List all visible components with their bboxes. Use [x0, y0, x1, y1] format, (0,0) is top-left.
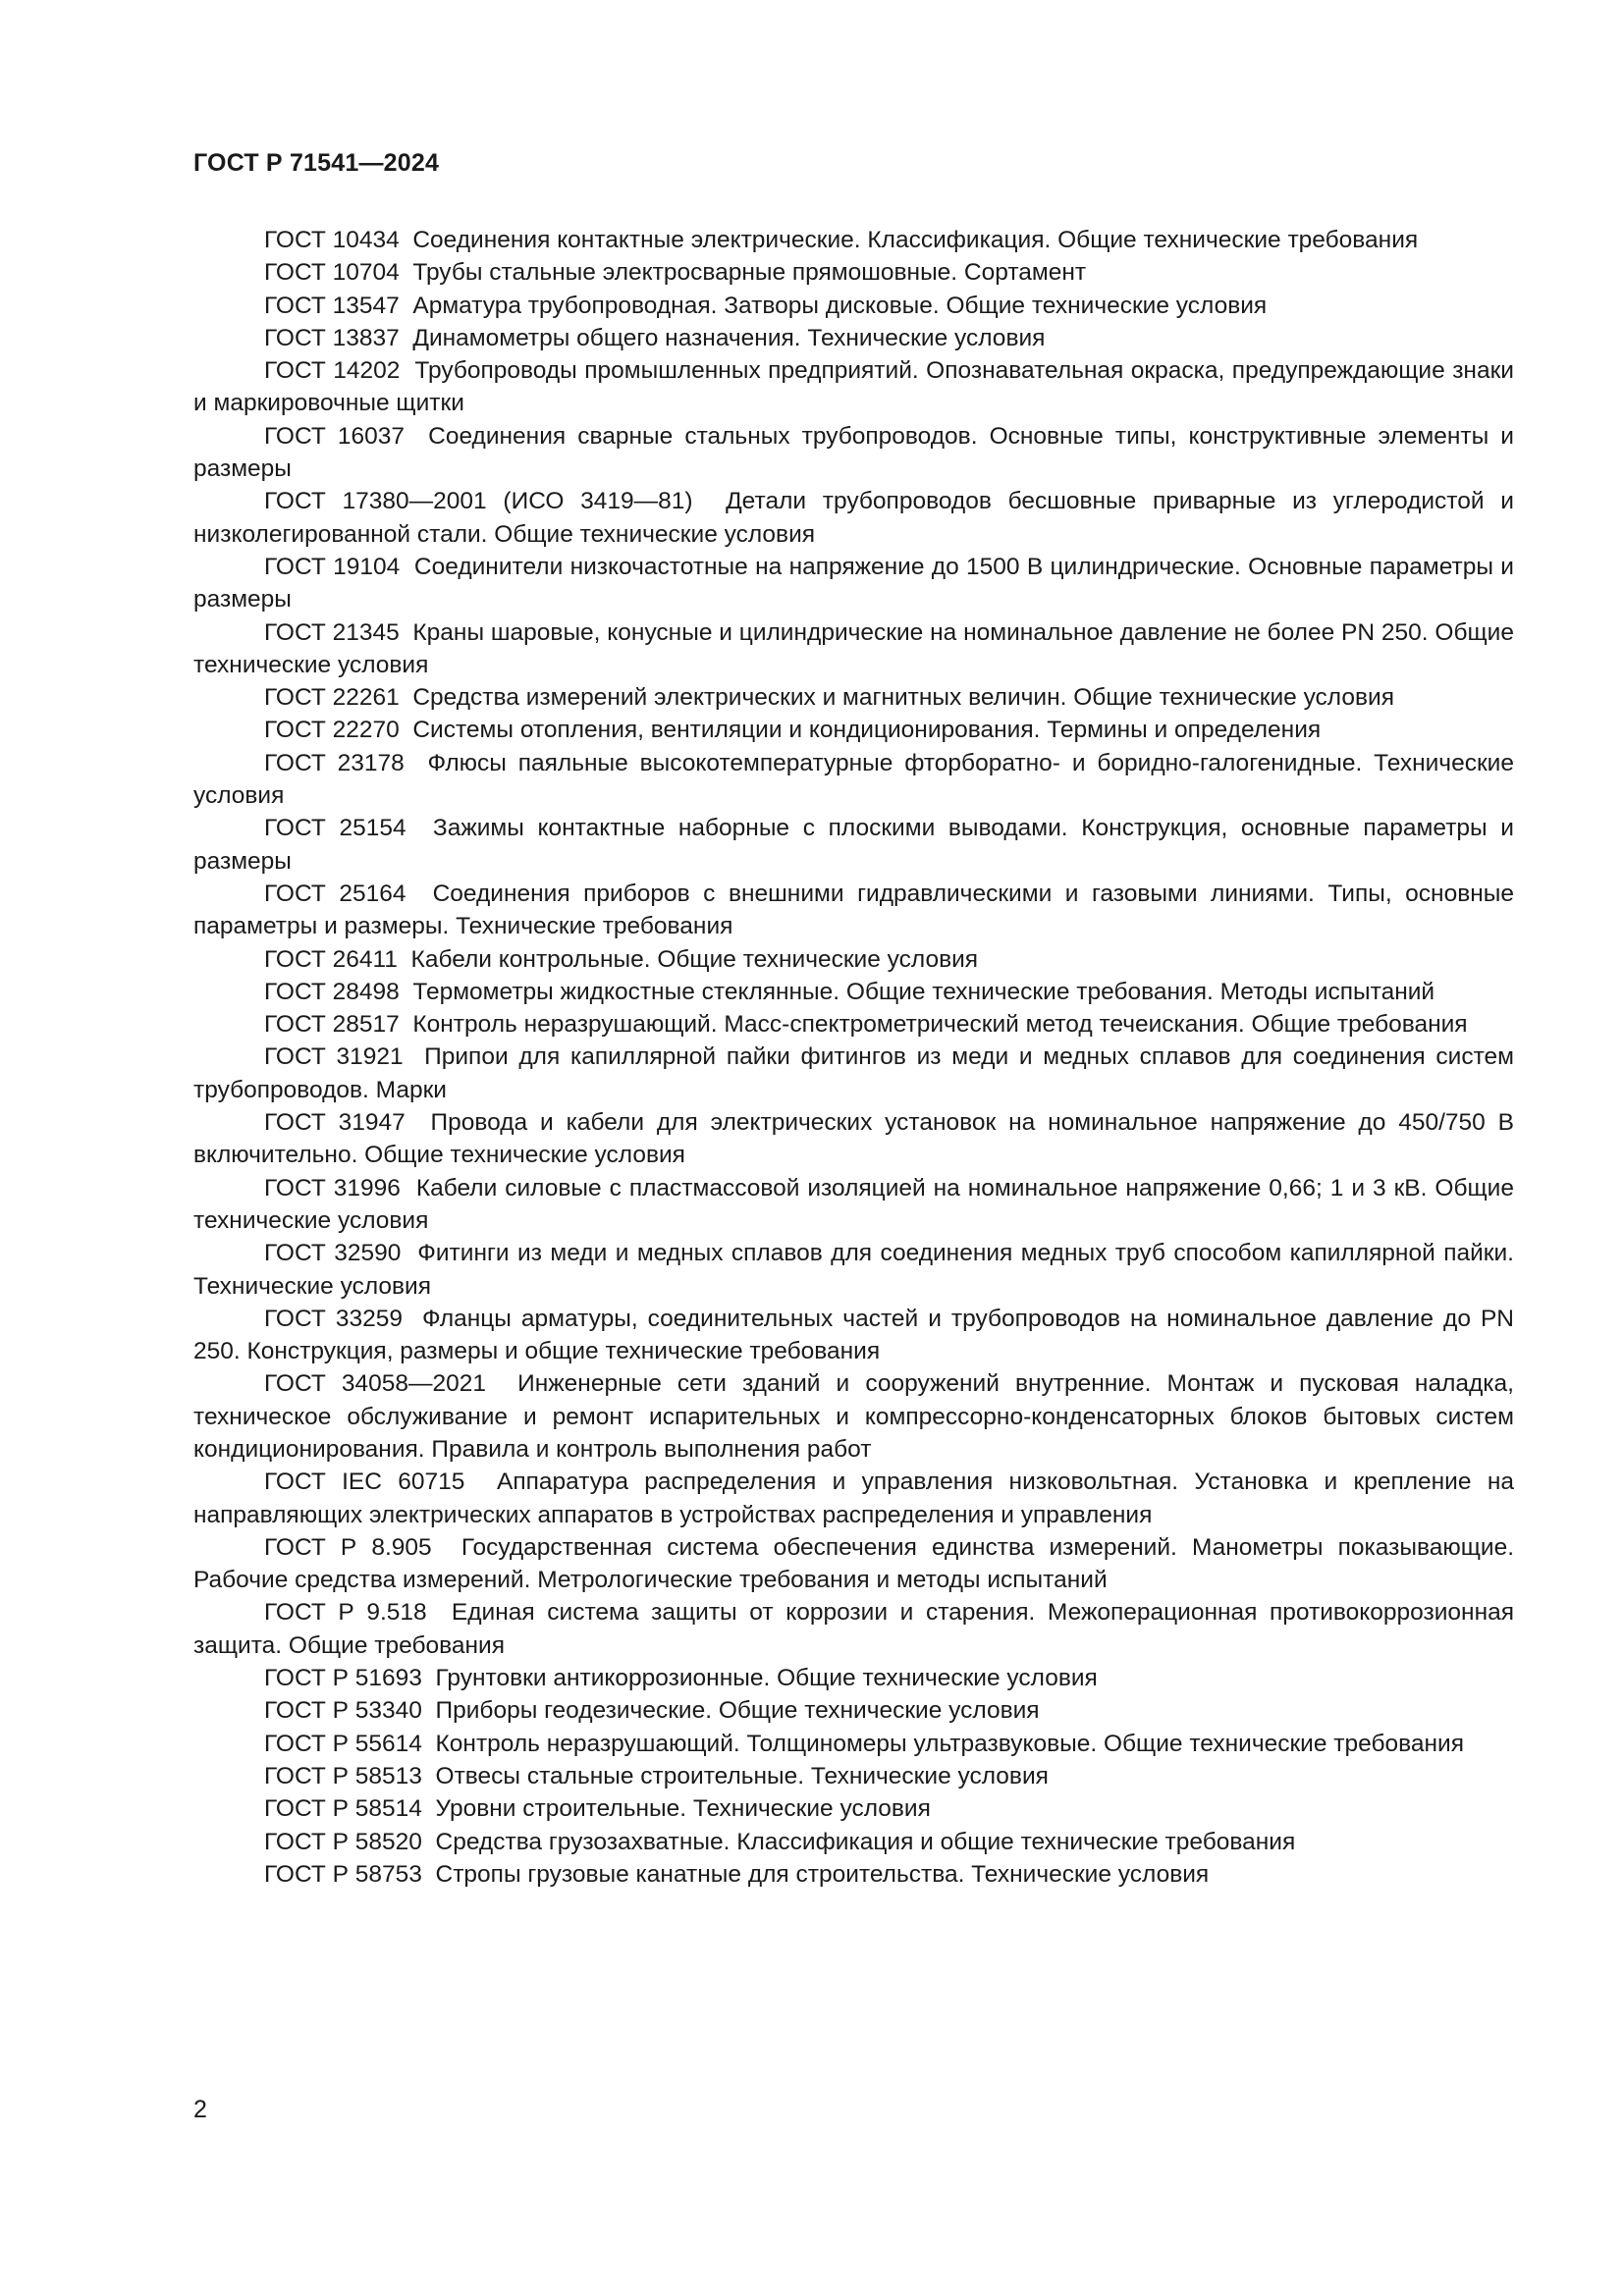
reference-title: Соединители низкочастотные на напряжение до 1500 В цилиндрические. Основные параметры и размеры: [193, 553, 1514, 614]
reference-title: Провода и кабели для электрических установок на номинальное напряжение до 450/750 В включительно. Общие технические условия: [193, 1109, 1514, 1169]
reference-title: Детали трубопроводов бесшовные приварные из углеродистой и низколегированной стали. Общие технические условия: [193, 488, 1514, 548]
reference-title: Фитинги из меди и медных сплавов для соединения медных труб способом капиллярной пайки. Технические условия: [193, 1240, 1514, 1300]
reference-title: Государственная система обеспечения единства измерений. Манометры показывающие. Рабочие средства измерений. Метрологические требования и методы испытаний: [193, 1533, 1515, 1594]
reference-code: ГОСТ 33259: [264, 1305, 403, 1332]
reference-code: ГОСТ 28498: [264, 978, 400, 1005]
reference-title: Системы отопления, вентиляции и кондиционирования. Термины и определения: [412, 717, 1322, 744]
reference-code: ГОСТ 14202: [264, 357, 401, 385]
reference-entry: [193, 1466, 1514, 1531]
reference-entry: [193, 1172, 1514, 1238]
reference-code: ГОСТ Р 58514: [264, 1795, 422, 1823]
reference-entry: [193, 420, 1514, 486]
reference-entry: [193, 1792, 1514, 1825]
reference-title: Средства измерений электрических и магнитных величин. Общие технические условия: [412, 684, 1394, 712]
reference-entry: [193, 224, 1514, 256]
reference-title: Термометры жидкостные стеклянные. Общие технические требования. Методы испытаний: [412, 978, 1435, 1005]
reference-entry: [193, 1008, 1514, 1041]
reference-code: ГОСТ Р 8.905: [264, 1533, 432, 1561]
reference-title: Краны шаровые, конусные и цилиндрические на номинальное давление не более PN 250. Общие технические условия: [193, 618, 1514, 678]
reference-code: ГОСТ Р 53340: [264, 1697, 422, 1725]
reference-code: ГОСТ 13547: [264, 292, 400, 319]
reference-code: ГОСТ Р 9.518: [264, 1599, 427, 1627]
document-header-title: ГОСТ Р 71541—2024: [193, 149, 440, 177]
reference-code: ГОСТ Р 58753: [264, 1860, 422, 1888]
reference-title: Трубы стальные электросварные прямошовные. Сортамент: [412, 259, 1087, 287]
reference-entry: [193, 878, 1514, 943]
reference-title: Единая система защиты от коррозии и старения. Межоперационная противокоррозионная защита. Общие требования: [193, 1599, 1514, 1659]
reference-entry: [193, 1694, 1514, 1727]
reference-title: Средства грузозахватные. Классификация и общие технические требования: [435, 1828, 1296, 1855]
reference-entry: [193, 1728, 1514, 1760]
reference-code: ГОСТ 25154: [264, 815, 406, 842]
reference-entry: [193, 256, 1514, 289]
reference-entry: [193, 1596, 1514, 1662]
reference-entry: [193, 1760, 1514, 1792]
reference-code: ГОСТ 22261: [264, 684, 400, 712]
page-number: 2: [193, 2096, 207, 2123]
reference-code: ГОСТ 17380—2001 (ИСО 3419—81): [264, 488, 693, 515]
reference-entry: [193, 1367, 1514, 1466]
reference-code: ГОСТ 10704: [264, 259, 400, 287]
reference-code: ГОСТ 31996: [264, 1174, 401, 1201]
reference-code: ГОСТ 21345: [264, 618, 400, 646]
reference-code: ГОСТ 26411: [264, 945, 398, 973]
reference-title: Контроль неразрушающий. Толщиномеры ультразвуковые. Общие технические требования: [435, 1730, 1464, 1757]
reference-entry: [193, 485, 1514, 551]
reference-entry: [193, 616, 1514, 682]
reference-title: Контроль неразрушающий. Масс-спектрометрический метод течеискания. Общие требования: [412, 1011, 1468, 1039]
reference-title: Грунтовки антикоррозионные. Общие технические условия: [435, 1665, 1098, 1692]
reference-title: Уровни строительные. Технические условия: [435, 1795, 931, 1823]
reference-entry: [193, 1106, 1514, 1172]
reference-title: Припои для капиллярной пайки фитингов из меди и медных сплавов для соединения систем трубопроводов. Марки: [193, 1043, 1514, 1103]
reference-code: ГОСТ 32590: [264, 1240, 402, 1267]
reference-code: ГОСТ Р 55614: [264, 1730, 422, 1757]
reference-code: ГОСТ 28517: [264, 1011, 400, 1039]
reference-entry: [193, 1237, 1514, 1303]
reference-entry: [193, 681, 1514, 714]
reference-entry: [193, 1531, 1514, 1597]
reference-title: Приборы геодезические. Общие технические условия: [435, 1697, 1040, 1725]
reference-title: Соединения контактные электрические. Классификация. Общие технические требования: [412, 227, 1419, 253]
reference-title: Аппаратура распределения и управления низковольтная. Установка и крепление на направляющих электрических аппаратов в устройствах распределения и управления: [193, 1468, 1514, 1528]
reference-code: ГОСТ 34058—2021: [264, 1370, 486, 1398]
reference-code: ГОСТ IEC 60715: [264, 1468, 465, 1496]
reference-code: ГОСТ 25164: [264, 880, 406, 907]
reference-title: Арматура трубопроводная. Затворы дисковые. Общие технические условия: [412, 292, 1268, 319]
reference-entry: [193, 354, 1514, 420]
reference-entry: [193, 1303, 1514, 1368]
reference-title: Трубопроводы промышленных предприятий. Опознавательная окраска, предупреждающие знаки и маркировочные щитки: [193, 357, 1514, 417]
reference-title: Фланцы арматуры, соединительных частей и трубопроводов на номинальное давление до PN 250. Конструкция, размеры и общие технические требования: [193, 1305, 1514, 1365]
reference-entry: [193, 551, 1514, 616]
reference-entry: [193, 1662, 1514, 1694]
reference-code: ГОСТ 31921: [264, 1043, 404, 1071]
reference-title: Стропы грузовые канатные для строительства. Технические условия: [435, 1860, 1210, 1888]
reference-title: Соединения сварные стальных трубопроводов. Основные типы, конструктивные элементы и размеры: [193, 422, 1514, 483]
reference-entry: [193, 1826, 1514, 1858]
reference-code: ГОСТ 31947: [264, 1109, 406, 1137]
reference-code: ГОСТ 19104: [264, 553, 401, 580]
reference-entry: [193, 322, 1514, 354]
reference-entry: [193, 812, 1514, 878]
reference-entry: [193, 976, 1514, 1008]
reference-entry: [193, 1858, 1514, 1891]
reference-code: ГОСТ 10434: [264, 227, 400, 253]
reference-title: Отвесы стальные строительные. Технические условия: [435, 1762, 1049, 1789]
reference-title: Инженерные сети зданий и сооружений внутренние. Монтаж и пусковая наладка, техническое обслуживание и ремонт испарительных и компрессорно-конденсаторных блоков бытовых систем кондиционирования. Правила и контроль выполнения работ: [193, 1370, 1514, 1463]
reference-title: Флюсы паяльные высокотемпературные фторборатно- и боридно-галогенидные. Технические условия: [193, 749, 1514, 810]
reference-entry: [193, 747, 1514, 813]
normative-references-list: [193, 224, 1514, 1891]
reference-code: ГОСТ 13837: [264, 324, 400, 351]
reference-title: Динамометры общего назначения. Технические условия: [412, 324, 1046, 351]
reference-title: Соединения приборов с внешними гидравлическими и газовыми линиями. Типы, основные параметры и размеры. Технические требования: [193, 880, 1514, 940]
reference-code: ГОСТ Р 58520: [264, 1828, 422, 1855]
reference-entry: [193, 943, 1514, 976]
reference-code: ГОСТ 23178: [264, 749, 405, 776]
reference-code: ГОСТ 22270: [264, 717, 400, 744]
reference-title: Кабели силовые с пластмассовой изоляцией на номинальное напряжение 0,66; 1 и 3 кВ. Общие технические условия: [193, 1174, 1514, 1234]
reference-code: ГОСТ Р 58513: [264, 1762, 422, 1789]
reference-code: ГОСТ 16037: [264, 422, 405, 450]
reference-entry: [193, 714, 1514, 746]
reference-entry: [193, 290, 1514, 322]
reference-code: ГОСТ Р 51693: [264, 1665, 422, 1692]
reference-title: Зажимы контактные наборные с плоскими выводами. Конструкция, основные параметры и размеры: [193, 815, 1514, 875]
reference-entry: [193, 1041, 1514, 1106]
reference-title: Кабели контрольные. Общие технические условия: [410, 945, 979, 973]
